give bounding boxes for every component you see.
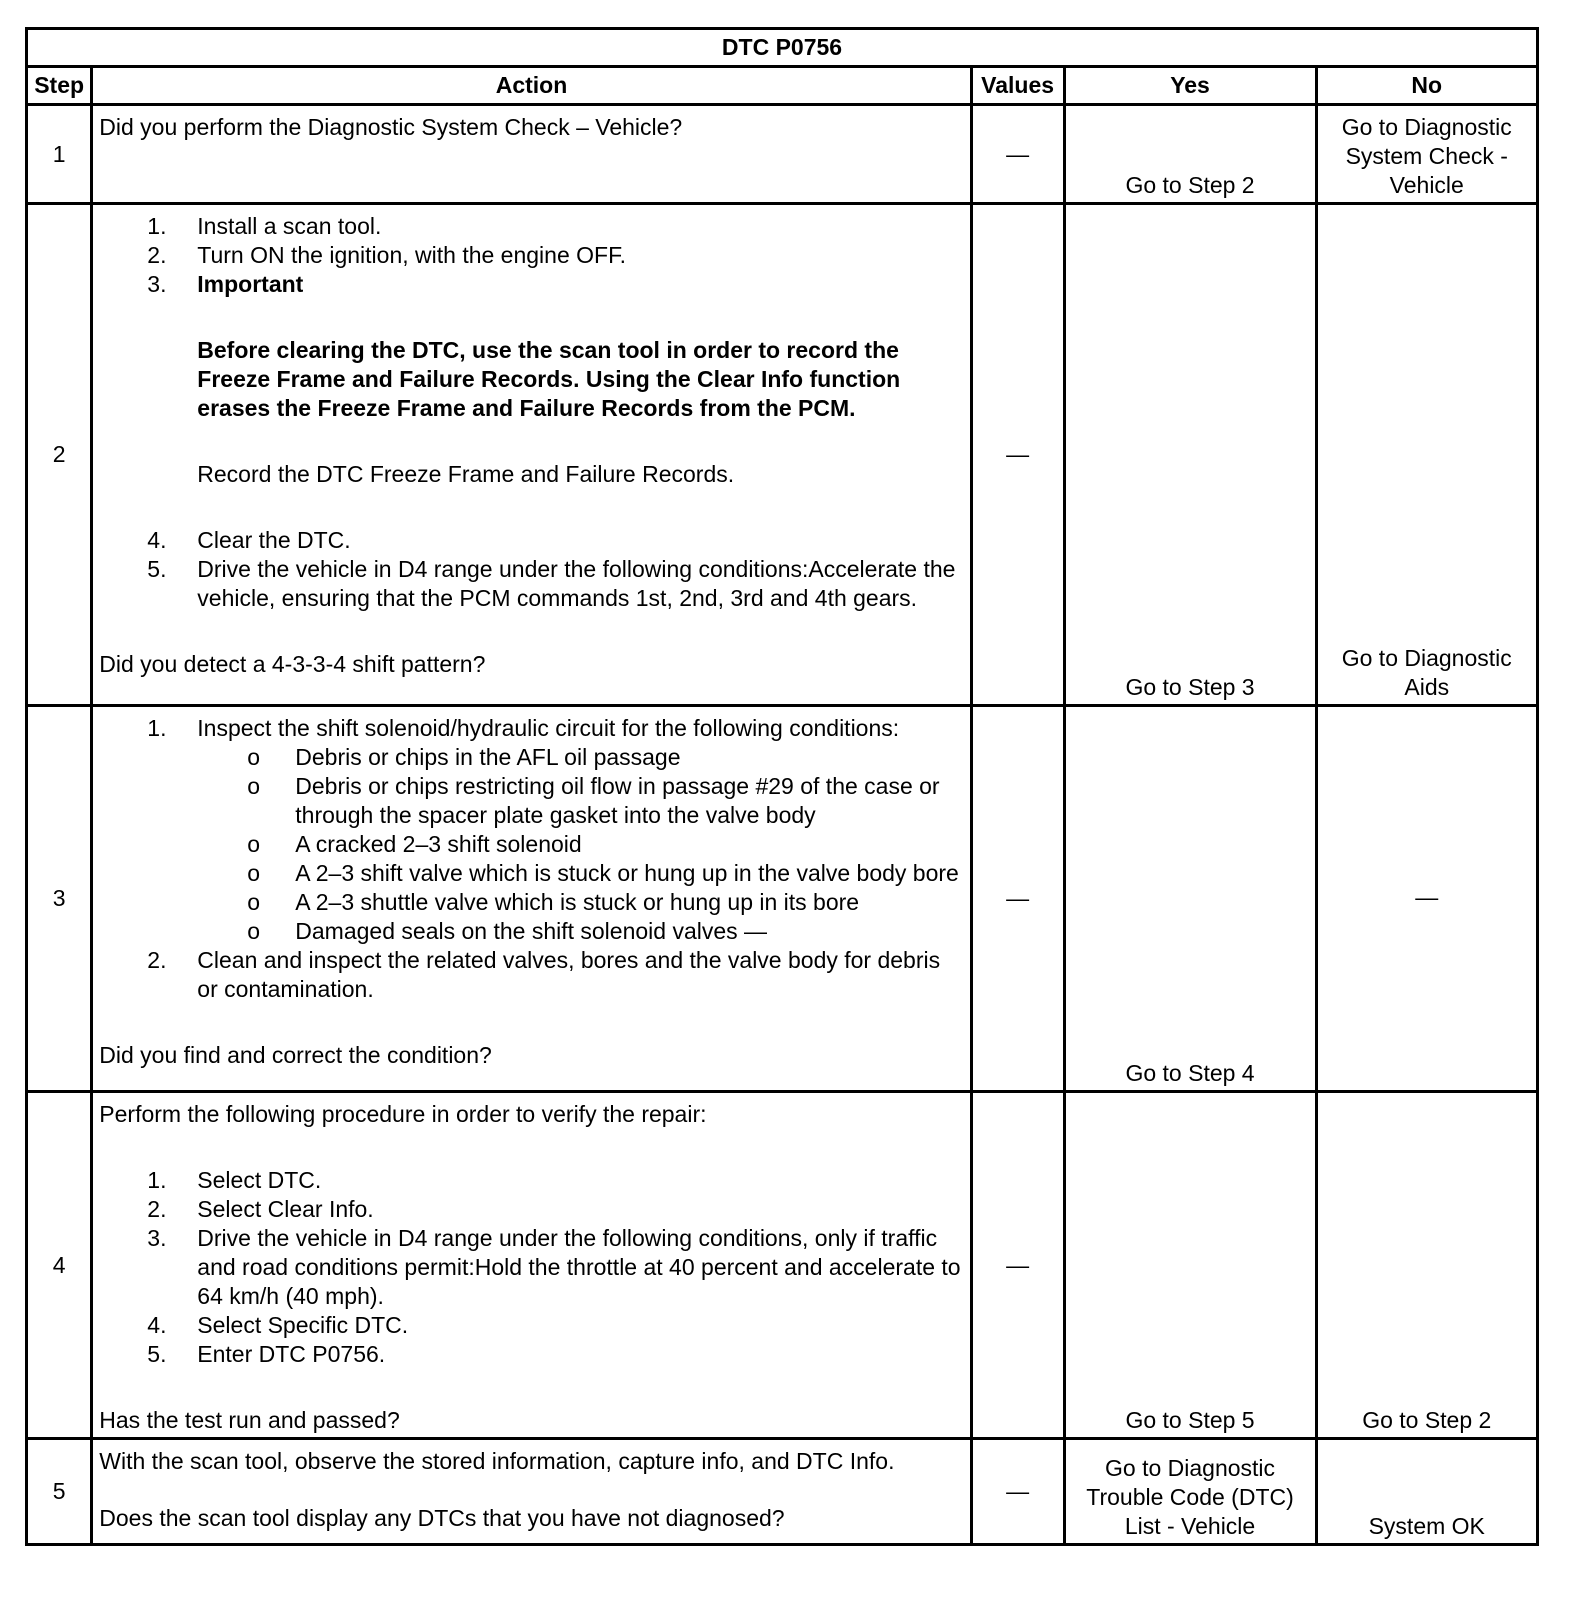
table-row xyxy=(27,706,1538,1092)
no-cell: Go to Diagnostic System Check - Vehicle xyxy=(1316,105,1537,204)
yes-cell: Go to Step 3 xyxy=(1064,204,1316,706)
list-item xyxy=(99,714,963,946)
procedure-intro: With the scan tool, observe the stored information, capture info, and DTC Info. xyxy=(99,1448,895,1474)
action-cell xyxy=(92,706,971,1092)
list-number: 5. xyxy=(147,1341,167,1367)
bullet-item xyxy=(197,743,963,772)
value-cell: — xyxy=(971,706,1064,1092)
table-row xyxy=(27,1092,1538,1439)
step-list xyxy=(99,1166,963,1369)
list-number: 3. xyxy=(147,1225,167,1251)
list-item xyxy=(99,270,963,526)
no-cell: — xyxy=(1316,706,1537,1092)
important-label: Important xyxy=(197,271,304,297)
list-text: Select DTC. xyxy=(197,1167,322,1193)
value-cell: — xyxy=(971,204,1064,706)
list-item xyxy=(99,555,963,613)
question: Did you perform the Diagnostic System Check – Vehicle? xyxy=(99,114,683,140)
action-cell xyxy=(92,1092,971,1439)
header-step: Step xyxy=(27,67,92,105)
step-list xyxy=(99,212,963,613)
list-number: 2. xyxy=(147,242,167,268)
list-item xyxy=(99,1311,963,1340)
bullet-marker: o xyxy=(247,773,261,799)
list-number: 5. xyxy=(147,556,167,582)
list-number: 1. xyxy=(147,213,167,239)
header-yes: Yes xyxy=(1064,67,1316,105)
step-number: 2 xyxy=(27,204,92,706)
bullet-marker: o xyxy=(247,744,261,770)
question: Did you find and correct the condition? xyxy=(99,1042,492,1068)
table-row xyxy=(27,204,1538,706)
procedure-intro: Perform the following procedure in order to verify the repair: xyxy=(99,1101,707,1127)
step-number: 4 xyxy=(27,1092,92,1439)
list-item xyxy=(99,1340,963,1369)
list-item xyxy=(99,1224,963,1311)
question: Does the scan tool display any DTCs that you have not diagnosed? xyxy=(99,1505,785,1531)
table-row xyxy=(27,1439,1538,1545)
yes-cell: Go to Step 4 xyxy=(1064,706,1316,1092)
bullet-item xyxy=(197,888,963,917)
header-no: No xyxy=(1316,67,1537,105)
value-cell: — xyxy=(971,1092,1064,1439)
table-title: DTC P0756 xyxy=(27,29,1538,67)
list-number: 1. xyxy=(147,715,167,741)
bullet-item xyxy=(197,830,963,859)
list-number: 3. xyxy=(147,271,167,297)
list-text: Drive the vehicle in D4 range under the following conditions, only if traffic and road conditions permit:Hold the throttle at 40 percent and accelerate to 64 km/h (40 mph). xyxy=(197,1225,961,1309)
value-cell: — xyxy=(971,1439,1064,1545)
record-text: Record the DTC Freeze Frame and Failure Records. xyxy=(197,461,735,487)
bullet-marker: o xyxy=(247,860,261,886)
dtc-table xyxy=(25,27,1539,1546)
list-text: Turn ON the ignition, with the engine OFF. xyxy=(197,242,626,268)
action-cell xyxy=(92,204,971,706)
bullet-item xyxy=(197,772,963,830)
step-list xyxy=(99,714,963,1004)
bullet-text: A 2–3 shift valve which is stuck or hung up in the valve body bore xyxy=(295,860,959,886)
header-values: Values xyxy=(971,67,1064,105)
no-cell: Go to Step 2 xyxy=(1316,1092,1537,1439)
bullet-marker: o xyxy=(247,918,261,944)
list-number: 4. xyxy=(147,527,167,553)
action-cell xyxy=(92,105,971,204)
step-number: 3 xyxy=(27,706,92,1092)
list-number: 4. xyxy=(147,1312,167,1338)
value-cell: — xyxy=(971,105,1064,204)
bullet-text: A cracked 2–3 shift solenoid xyxy=(295,831,582,857)
bullet-text: Damaged seals on the shift solenoid valves — xyxy=(295,918,768,944)
list-number: 2. xyxy=(147,1196,167,1222)
list-item xyxy=(99,1195,963,1224)
list-item xyxy=(99,526,963,555)
bullet-marker: o xyxy=(247,831,261,857)
bullet-item xyxy=(197,859,963,888)
action-cell xyxy=(92,1439,971,1545)
list-text: Clean and inspect the related valves, bores and the valve body for debris or contamination. xyxy=(197,947,941,1002)
bullet-text: Debris or chips restricting oil flow in passage #29 of the case or through the spacer plate gasket into the valve body xyxy=(295,773,940,828)
list-text: Select Clear Info. xyxy=(197,1196,374,1222)
step-number: 1 xyxy=(27,105,92,204)
list-number: 1. xyxy=(147,1167,167,1193)
question: Has the test run and passed? xyxy=(99,1407,400,1433)
list-text: Clear the DTC. xyxy=(197,527,351,553)
important-text: Before clearing the DTC, use the scan tool in order to record the Freeze Frame and Failure Records. Using the Clear Info function erases the Freeze Frame and Failure Records from the PCM. xyxy=(197,337,901,421)
step-number: 5 xyxy=(27,1439,92,1545)
question: Did you detect a 4-3-3-4 shift pattern? xyxy=(99,651,486,677)
bullet-text: Debris or chips in the AFL oil passage xyxy=(295,744,681,770)
yes-cell: Go to Step 5 xyxy=(1064,1092,1316,1439)
list-item xyxy=(99,212,963,241)
bullet-item xyxy=(197,917,963,946)
list-item xyxy=(99,1166,963,1195)
yes-cell: Go to Diagnostic Trouble Code (DTC) List - Vehicle xyxy=(1064,1439,1316,1545)
list-text: Select Specific DTC. xyxy=(197,1312,409,1338)
list-text: Inspect the shift solenoid/hydraulic circuit for the following conditions: xyxy=(197,715,900,741)
no-cell: System OK xyxy=(1316,1439,1537,1545)
list-text: Enter DTC P0756. xyxy=(197,1341,386,1367)
list-item xyxy=(99,241,963,270)
yes-cell: Go to Step 2 xyxy=(1064,105,1316,204)
condition-list xyxy=(197,743,963,946)
list-text: Drive the vehicle in D4 range under the following conditions:Accelerate the vehicle, ensuring that the PCM commands 1st, 2nd, 3rd and 4th gears. xyxy=(197,556,956,611)
list-item xyxy=(99,946,963,1004)
list-text: Install a scan tool. xyxy=(197,213,382,239)
list-number: 2. xyxy=(147,947,167,973)
table-row xyxy=(27,105,1538,204)
header-action: Action xyxy=(92,67,971,105)
bullet-marker: o xyxy=(247,889,261,915)
no-cell: Go to Diagnostic Aids xyxy=(1316,204,1537,706)
bullet-text: A 2–3 shuttle valve which is stuck or hung up in its bore xyxy=(295,889,860,915)
